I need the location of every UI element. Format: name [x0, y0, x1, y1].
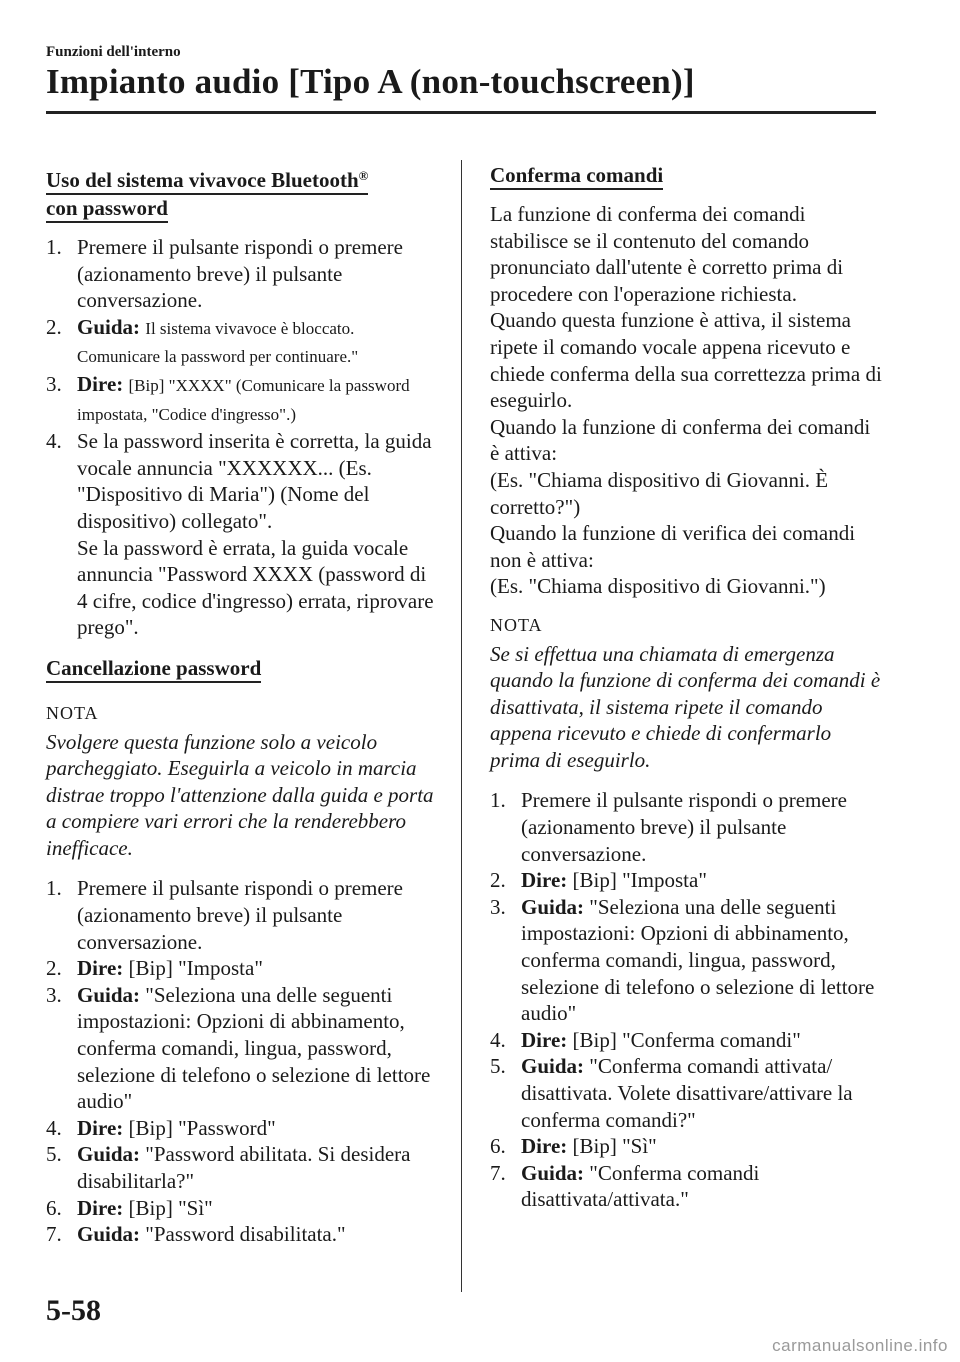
list-item: 2. Dire: [Bip] "Imposta" — [46, 956, 263, 981]
paragraph: Quando questa funzione è attiva, il sistema ripete il comando vocale appena ricevuto e chiede conferma della sua correttezza prima di eseguirlo. — [490, 308, 882, 413]
paragraph: (Es. "Chiama dispositivo di Giovanni. È corretto?") — [490, 467, 829, 519]
section-heading-cancel-password: Cancellazione password — [46, 655, 441, 682]
section-label: Funzioni dell'interno — [46, 44, 181, 60]
list-item: 3. Guida: "Seleziona una delle seguenti impostazioni: Opzioni di abbinamento, conferma comandi, lingua, password, selezione di telefono o selezione di lettore audio" — [490, 894, 875, 1026]
right-column — [490, 162, 882, 1213]
list-item: 4. Se la password inserita è corretta, la guida vocale annuncia "XXXXXX... (Es. "Dispositivo di Maria") (Nome del dispositivo) collegato". Se la password è errata, la guida vocale annuncia "Password XXXX (password di 4 cifre, codice d'ingresso) errata, riprovare prego". — [46, 429, 434, 640]
paragraph: Quando la funzione di conferma dei comandi è attiva: — [490, 414, 871, 466]
registered-mark: ® — [358, 168, 369, 183]
list-item: 5. Guida: "Conferma comandi attivata/ disattivata. Volete disattivare/attivare la conferma comandi?" — [490, 1054, 853, 1132]
paragraph: (Es. "Chiama dispositivo di Giovanni.") — [490, 574, 826, 599]
list-item: 4. Dire: [Bip] "Conferma comandi" — [490, 1027, 801, 1052]
list-item: 7. Guida: "Password disabilitata." — [46, 1222, 346, 1247]
note-text: Svolgere questa funzione solo a veicolo parcheggiato. Eseguirla a veicolo in marcia distrae troppo l'attenzione dalla guida e porta a compiere vari errori che la renderebbero inefficace. — [46, 729, 434, 860]
list-item: 1. Premere il pulsante rispondi o premere (azionamento breve) il pulsante conversazione. — [490, 788, 847, 866]
paragraph: La funzione di conferma dei comandi stabilisce se il contenuto del comando pronunciato dall'utente è corretto prima di procedere con l'operazione richiesta. — [490, 202, 844, 306]
steps-list-cancel-password — [46, 875, 441, 1247]
watermark: carmanualsonline.info — [772, 1336, 948, 1355]
note-label: NOTA — [46, 702, 99, 723]
list-item: 1. Premere il pulsante rispondi o premere (azionamento breve) il pulsante conversazione. — [46, 235, 403, 313]
section-heading-bluetooth-password — [46, 162, 441, 222]
steps-list-command-confirm — [490, 787, 882, 1213]
note-label: NOTA — [490, 614, 543, 635]
header-rule — [46, 111, 876, 114]
list-item: 5. Guida: "Password abilitata. Si desidera disabilitarla?" — [46, 1142, 411, 1193]
column-divider — [461, 160, 462, 1292]
page-title: Impianto audio [Tipo A (non-touchscreen)] — [46, 62, 695, 101]
list-item: 6. Dire: [Bip] "Sì" — [490, 1134, 657, 1159]
heading-line-2: con password — [46, 196, 168, 223]
note-text: Se si effettua una chiamata di emergenza quando la funzione di conferma dei comandi è disattivata, il sistema ripete il comando appena ricevuto e chiede di confermarlo prima di eseguirlo. — [490, 641, 881, 772]
list-item: 3. Dire: [Bip] "XXXX" (Comunicare la password impostata, "Codice d'ingresso".) — [46, 371, 410, 424]
list-item: 2. Guida: Il sistema vivavoce è bloccato. Comunicare la password per continuare." — [46, 314, 359, 367]
list-item: 6. Dire: [Bip] "Sì" — [46, 1195, 213, 1220]
list-item: 4. Dire: [Bip] "Password" — [46, 1115, 276, 1140]
paragraph: Quando la funzione di verifica dei comandi non è attiva: — [490, 521, 856, 572]
list-item: 1. Premere il pulsante rispondi o premere (azionamento breve) il pulsante conversazione. — [46, 876, 403, 954]
list-item: 3. Guida: "Seleziona una delle seguenti impostazioni: Opzioni di abbinamento, conferma comandi, lingua, password, selezione di telefono o selezione di lettore audio" — [46, 982, 431, 1114]
left-column — [46, 162, 441, 1248]
steps-list-bluetooth-password — [46, 234, 441, 641]
list-item: 2. Dire: [Bip] "Imposta" — [490, 868, 707, 893]
section-heading-command-confirm: Conferma comandi — [490, 162, 882, 189]
list-item: 7. Guida: "Conferma comandi disattivata/attivata." — [490, 1160, 760, 1212]
page-number: 5-58 — [46, 1294, 101, 1327]
heading-line-1: Uso del sistema vivavoce Bluetooth® — [46, 168, 368, 195]
